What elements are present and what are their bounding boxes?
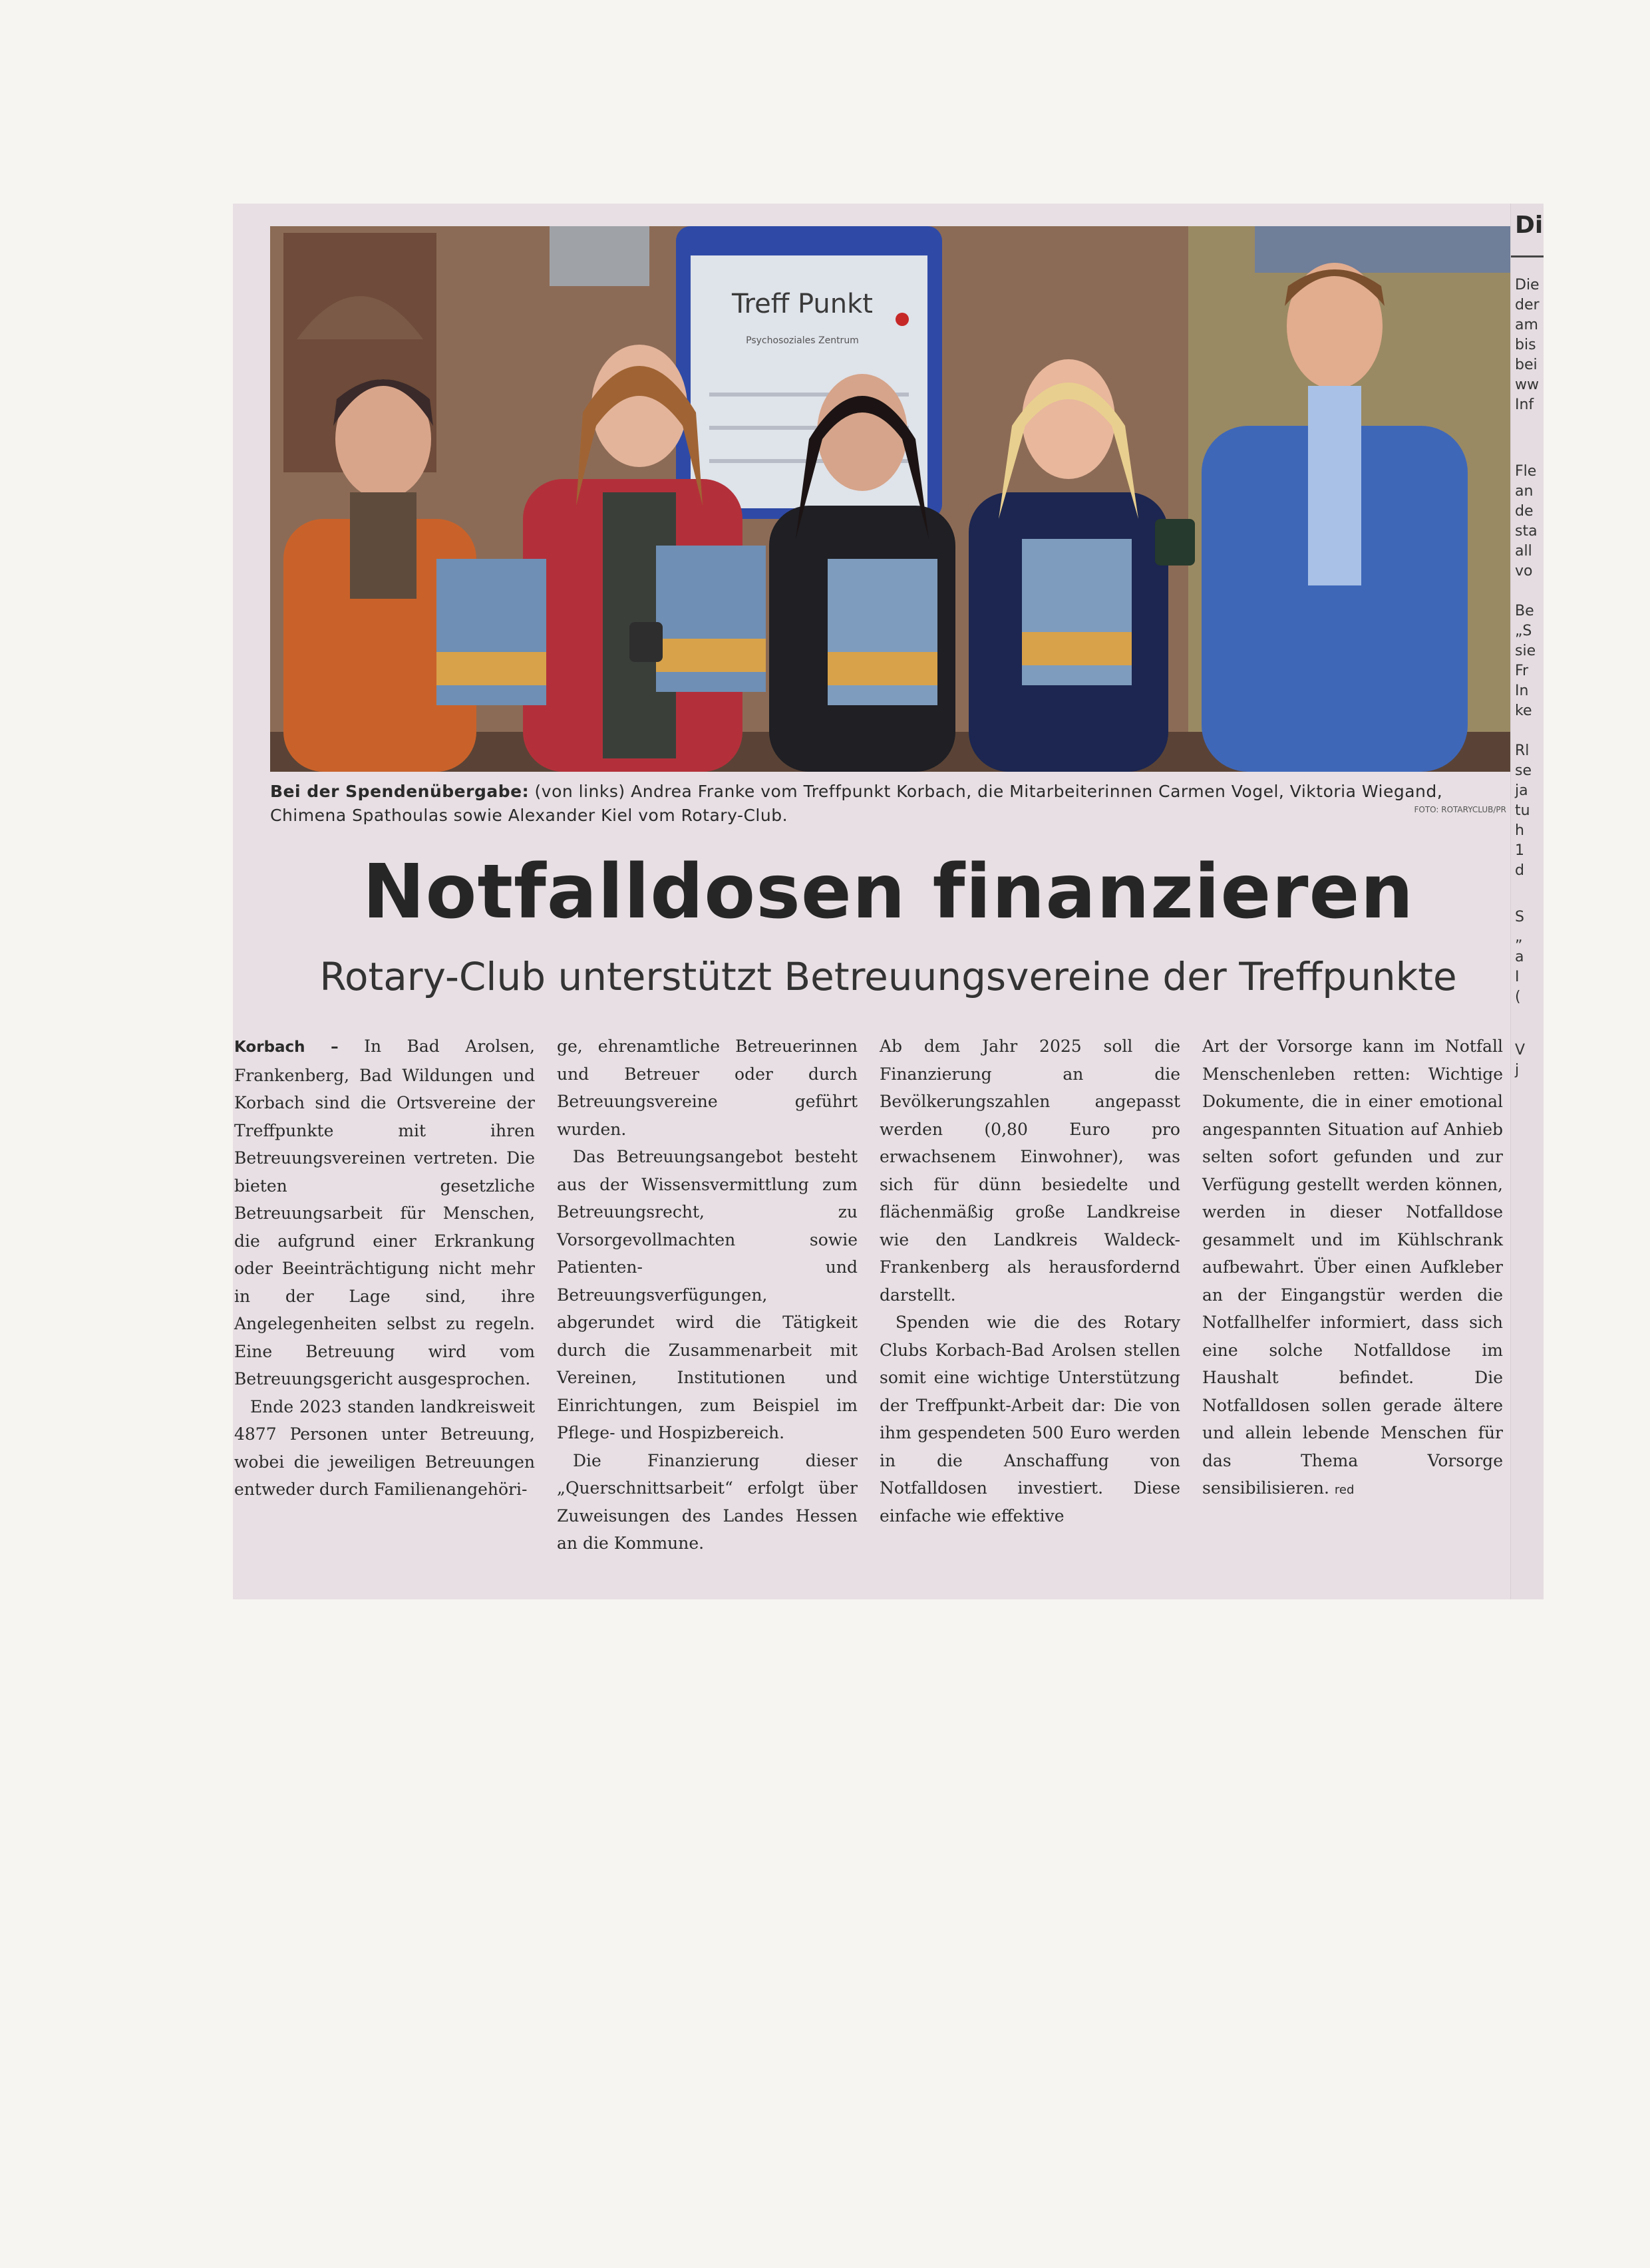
adjacent-text-fragment: d <box>1515 862 1524 879</box>
adjacent-text-fragment: am <box>1515 317 1538 333</box>
adjacent-text-fragment: a <box>1515 949 1524 965</box>
article-column-4 <box>1202 1033 1503 1504</box>
paragraph: Die Finanzierung dieser „Querschnittsarbeit“ erfolgt über Zuweisungen des Landes Hessen an die Kommune. <box>557 1450 858 1553</box>
photo-credit: FOTO: ROTARYCLUB/PR <box>1414 805 1506 814</box>
adjacent-text-fragment: bei <box>1515 357 1538 373</box>
paragraph: Ende 2023 standen landkreisweit 4877 Personen unter Betreuung, wobei die jeweiligen Betreuungen entweder durch Familienangehöri- <box>234 1396 535 1499</box>
adjacent-text-fragment: In <box>1515 683 1529 699</box>
adjacent-text-fragment: vo <box>1515 563 1533 579</box>
article-photo <box>270 226 1516 772</box>
adjacent-text-fragment: ke <box>1515 703 1532 719</box>
paragraph: ge, ehrenamtliche Betreuerinnen und Betreuer oder durch Betreuungsvereine geführt wurden. <box>557 1037 858 1139</box>
adjacent-text-fragment: tu <box>1515 802 1530 819</box>
adjacent-text-fragment: bis <box>1515 337 1536 353</box>
paragraph: Art der Vorsorge kann im Notfall Menschenleben retten: Wichtige Dokumente, die in einer emotional angespannten Situation auf Anhieb selten sofort gefunden und zur Verfügung gestellt werden können, werden in dieser Notfalldose gesammelt und im Kühlschrank aufbewahrt. Über einen Aufkleber an der Eingangstür werden die Notfallhelfer informiert, dass sich eine solche Notfalldose im Haushalt befindet. Die Notfalldosen sollen gerade ältere und allein lebende Menschen für das Thema Vorsorge sensibilisieren. red <box>1202 1037 1503 1498</box>
subheadline: Rotary-Club unterstützt Betreuungsvereine der Treffpunkte <box>319 954 1457 999</box>
headline: Notfalldosen finanzieren <box>362 849 1414 935</box>
adjacent-text-fragment: V <box>1515 1042 1526 1058</box>
newspaper-clipping <box>233 204 1544 1599</box>
adjacent-text-fragment: Fr <box>1515 663 1529 679</box>
adjacent-text-fragment: ( <box>1515 989 1521 1005</box>
adjacent-text-fragment: S <box>1515 909 1524 925</box>
adjacent-text-fragment: I <box>1515 969 1520 985</box>
paragraph: Spenden wie die des Rotary Clubs Korbach-Bad Arolsen stellen somit eine wichtige Unterstützung der Treffpunkt-Arbeit dar: Die von ihm gespendeten 500 Euro werden in die Anschaffung von Notfalldosen investiert. Diese einfache wie effektive <box>880 1313 1180 1526</box>
photo-caption <box>270 780 1516 828</box>
adjacent-title: Di <box>1515 212 1544 239</box>
photo-illustration <box>270 226 1516 772</box>
adjacent-rule <box>1511 255 1544 257</box>
adjacent-text-fragment: „ <box>1515 929 1523 945</box>
adjacent-text-fragment: ja <box>1515 782 1528 799</box>
adjacent-text-fragment: an <box>1515 483 1534 500</box>
article-column-2 <box>557 1033 858 1557</box>
adjacent-text-fragment: „S <box>1515 623 1532 639</box>
adjacent-text-fragment: h <box>1515 822 1524 839</box>
adjacent-text-fragment: Rl <box>1515 742 1530 759</box>
sign-logo-text: Treff Punkt <box>732 289 873 319</box>
adjacent-text-fragment: 1 <box>1515 842 1524 859</box>
adjacent-text-fragment: sta <box>1515 523 1538 540</box>
adjacent-text-fragment: Die <box>1515 277 1540 293</box>
adjacent-text-fragment: se <box>1515 762 1532 779</box>
adjacent-text-fragment: all <box>1515 543 1532 560</box>
adjacent-text-fragment: Fle <box>1515 463 1537 480</box>
adjacent-text-fragment: der <box>1515 297 1540 313</box>
caption-text: (von links) Andrea Franke vom Treffpunkt Korbach, die Mitarbeiterinnen Carmen Vogel, Viktoria Wiegand, Chimena Spathoulas sowie Alexander Kiel vom Rotary-Club. <box>270 782 1443 825</box>
article-column-3 <box>880 1033 1180 1530</box>
adjacent-text-fragment: sie <box>1515 643 1536 659</box>
adjacent-text-fragment: de <box>1515 503 1534 520</box>
dateline: Korbach – <box>234 1039 339 1056</box>
paragraph: Ab dem Jahr 2025 soll die Finanzierung an die Bevölkerungszahlen angepasst werden (0,80 Euro pro erwachsenem Einwohner), was sich für dünn besiedelte und flächenmäßig große Landkreise wie den Landkreis Waldeck-Frankenberg als herausfordernd darstellt. <box>880 1037 1180 1305</box>
paragraph: Das Betreuungsangebot besteht aus der Wissensvermittlung zum Betreuungsrecht, zu Vorsorgevollmachten sowie Patienten- und Betreuungsverfügungen, abgerundet wird die Tätigkeit durch die Zusammenarbeit mit Vereinen, Institutionen und Einrichtungen, zum Beispiel im Pflege- und Hospizbereich. <box>557 1147 858 1442</box>
adjacent-article-edge <box>1510 204 1544 1599</box>
adjacent-text-fragment: ww <box>1515 377 1539 393</box>
author-signoff: red <box>1334 1483 1355 1497</box>
paragraph: Korbach – In Bad Arolsen, Frankenberg, Bad Wildungen und Korbach sind die Ortsvereine der Treffpunkte mit ihren Betreuungsvereinen vertreten. Die bieten gesetzliche Betreuungsarbeit für Menschen, die aufgrund einer Erkrankung oder Beeinträchtigung nicht mehr in der Lage sind, ihre Angelegenheiten selbst zu regeln. Eine Betreuung wird vom Betreuungsgericht ausgesprochen. <box>234 1037 536 1388</box>
caption-lead: Bei der Spendenübergabe: <box>270 782 530 801</box>
article-column-1 <box>234 1033 535 1504</box>
adjacent-text-fragment: j <box>1515 1062 1520 1078</box>
adjacent-text-fragment: Be <box>1515 603 1534 619</box>
adjacent-text-fragment: Inf <box>1515 397 1534 413</box>
sign-subtitle-text: Psychosoziales Zentrum <box>746 335 859 346</box>
